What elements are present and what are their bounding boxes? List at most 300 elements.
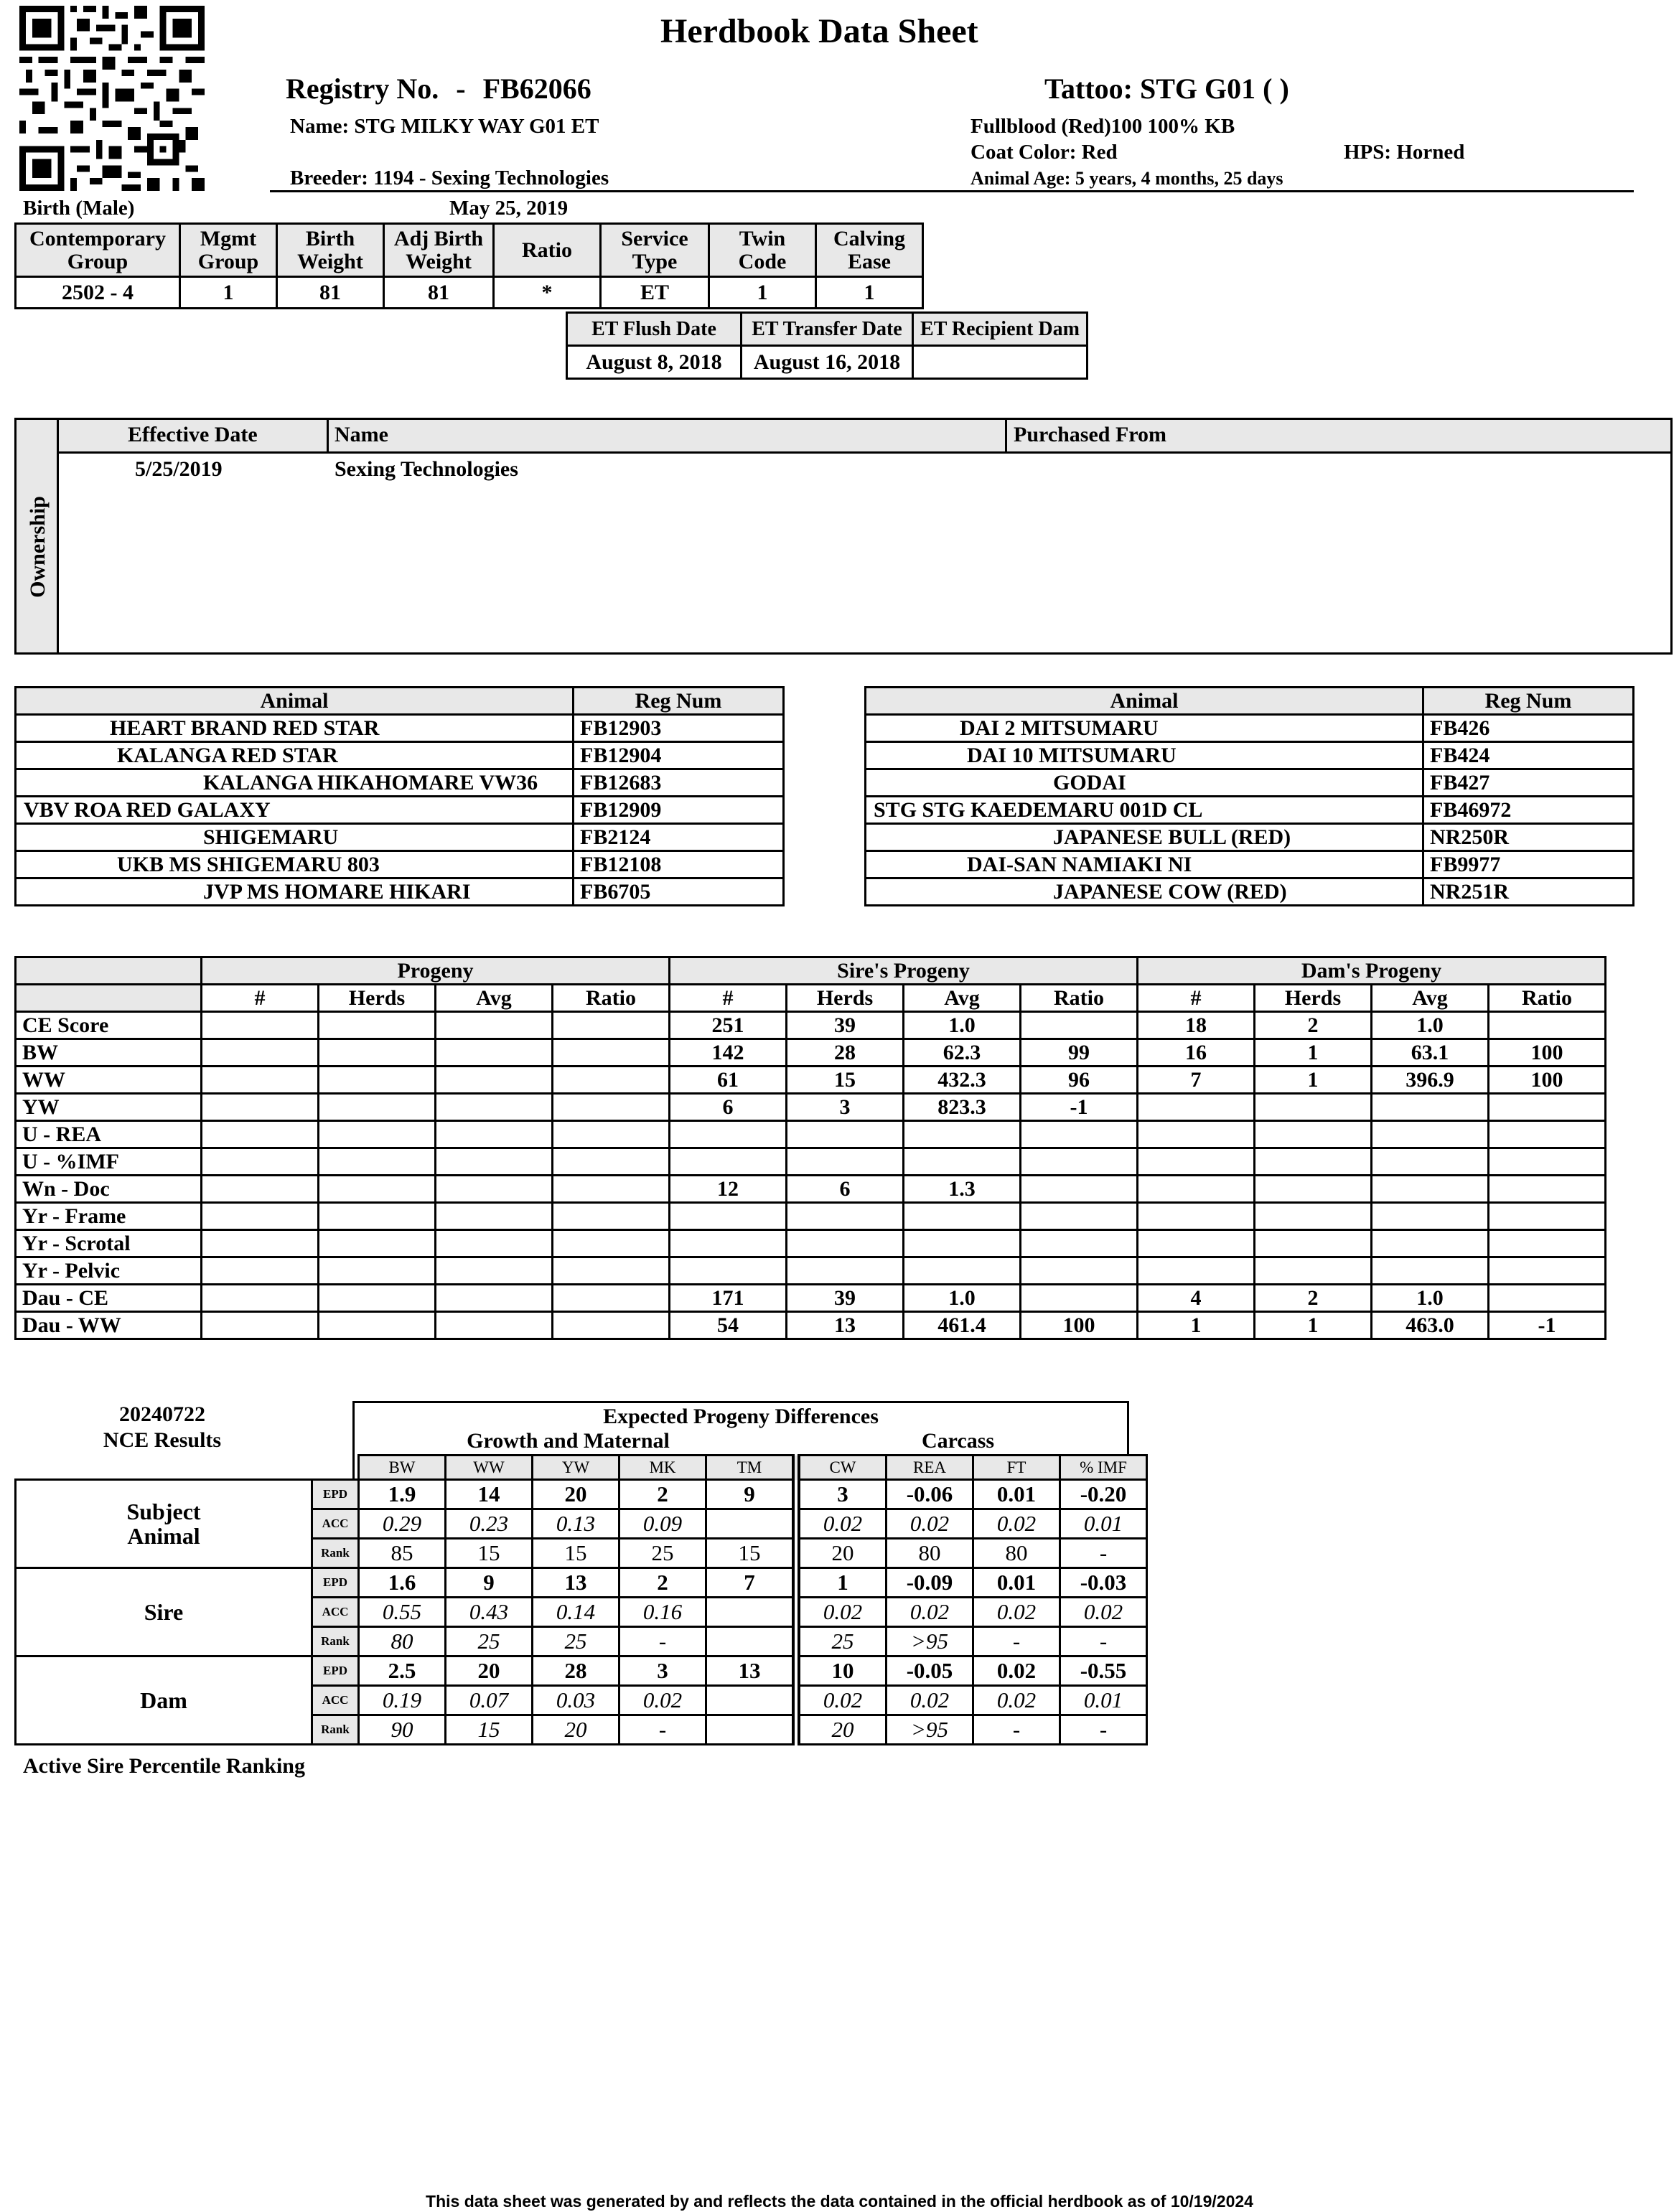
ownership-row-name: Sexing Technologies [335,457,518,481]
birth-header-line1: Twin [739,226,786,250]
pedigree-regnum: FB424 [1423,742,1634,769]
epd-value: -0.06 [887,1480,973,1509]
progeny-value [202,1094,319,1121]
progeny-value [319,1094,436,1121]
epd-value: - [1060,1715,1147,1745]
progeny-row [16,1039,1606,1067]
et-table [566,311,1088,380]
epd-value [706,1686,797,1715]
progeny-value: 12 [670,1176,787,1203]
epd-value: 0.02 [619,1686,706,1715]
birth-value: 1 [180,277,277,309]
ownership-row-date: 5/25/2019 [135,457,223,481]
progeny-value [553,1312,670,1339]
progeny-value: 7 [1138,1067,1255,1094]
pedigree-row [16,742,784,769]
progeny-value [319,1285,436,1312]
pedigree-regnum: FB12108 [574,851,784,878]
progeny-value [787,1230,904,1257]
birth-value: 1 [816,277,923,309]
pedigree-row [16,797,784,824]
birth-value: 81 [277,277,384,309]
pedigree-animal: UKB MS SHIGEMARU 803 [16,851,574,878]
epd-value: 0.01 [1060,1509,1147,1539]
birth-value: * [494,277,601,309]
progeny-value [553,1067,670,1094]
epd-value: 0.09 [619,1509,706,1539]
progeny-subheader: # [202,985,319,1012]
header-rule [270,190,1634,192]
breeder-value: 1194 - Sexing Technologies [373,167,609,189]
pedigree-header: Reg Num [1423,688,1634,715]
progeny-value: -1 [1021,1094,1138,1121]
epd-row-type: EPD [312,1480,359,1509]
birth-value: 1 [709,277,816,309]
progeny-subheader: Avg [1372,985,1489,1012]
progeny-value [202,1148,319,1176]
progeny-value [1255,1148,1372,1176]
et-header: ET Flush Date [567,313,742,346]
progeny-value [1372,1094,1489,1121]
progeny-value: 96 [1021,1067,1138,1094]
epd-value: 15 [533,1539,619,1568]
epd-group-label-line1: Subject [126,1499,201,1524]
epd-group-label-line1: Sire [144,1599,184,1625]
progeny-value [1489,1148,1606,1176]
progeny-value [904,1257,1021,1285]
progeny-value: 142 [670,1039,787,1067]
epd-value: 15 [446,1715,533,1745]
birth-header [816,224,923,277]
progeny-value [202,1012,319,1039]
pedigree-animal: JAPANESE COW (RED) [866,878,1423,906]
epd-value: 2.5 [359,1656,446,1686]
progeny-value [1255,1176,1372,1203]
epd-value: 2 [619,1480,706,1509]
breeder-label: Breeder: [290,167,368,189]
pedigree-animal: DAI 10 MITSUMARU [866,742,1423,769]
progeny-value [1021,1257,1138,1285]
age-label: Animal Age: [971,168,1071,189]
epd-value: 25 [533,1627,619,1656]
birth-date: May 25, 2019 [449,197,569,220]
progeny-row-label: Wn - Doc [16,1176,202,1203]
progeny-value [1021,1148,1138,1176]
coat-value: Red [1081,141,1118,164]
progeny-subheader: Ratio [1021,985,1138,1012]
pedigree-row [16,878,784,906]
epd-value: 0.14 [533,1598,619,1627]
pedigree-row [16,715,784,742]
epd-value: 80 [973,1539,1060,1568]
pedigree-animal: VBV ROA RED GALAXY [16,797,574,824]
epd-value: 3 [619,1656,706,1686]
progeny-subheader: Herds [319,985,436,1012]
progeny-value: 1 [1255,1067,1372,1094]
progeny-row-label: Dau - CE [16,1285,202,1312]
epd-col-header: TM [706,1456,797,1480]
epd-value: 0.02 [973,1598,1060,1627]
epd-value [706,1509,797,1539]
epd-nce: NCE Results [103,1428,222,1452]
progeny-row [16,1121,1606,1148]
progeny-value [1372,1203,1489,1230]
birth-table [14,222,924,309]
progeny-value [904,1203,1021,1230]
progeny-value [1372,1148,1489,1176]
epd-value: 9 [706,1480,797,1509]
pedigree-left-table [14,686,785,906]
epd-value: 15 [446,1539,533,1568]
progeny-value [670,1230,787,1257]
epd-value: 7 [706,1568,797,1598]
epd-row-type: EPD [312,1568,359,1598]
birth-header-line2: Group [67,249,128,273]
epd-value [706,1598,797,1627]
progeny-value: 100 [1489,1039,1606,1067]
progeny-value [1489,1094,1606,1121]
epd-group-label-line2: Animal [127,1523,200,1549]
progeny-value [1138,1094,1255,1121]
et-header: ET Recipient Dam [913,313,1088,346]
pedigree-regnum: FB12903 [574,715,784,742]
progeny-value [1489,1285,1606,1312]
et-value: August 8, 2018 [567,346,742,379]
progeny-value [1138,1148,1255,1176]
epd-value: - [619,1627,706,1656]
progeny-value [670,1257,787,1285]
progeny-value: -1 [1489,1312,1606,1339]
progeny-value [1372,1121,1489,1148]
pedigree-animal: HEART BRAND RED STAR [16,715,574,742]
progeny-value: 396.9 [1372,1067,1489,1094]
progeny-value [319,1176,436,1203]
epd-row-type: ACC [312,1509,359,1539]
progeny-row [16,1230,1606,1257]
birth-value: 2502 - 4 [16,277,180,309]
epd-value: >95 [887,1627,973,1656]
progeny-value: 171 [670,1285,787,1312]
progeny-value [319,1121,436,1148]
progeny-value: 1 [1138,1312,1255,1339]
progeny-value: 100 [1489,1067,1606,1094]
pedigree-row [16,824,784,851]
hps-label: HPS: [1344,141,1392,164]
epd-value: 9 [446,1568,533,1598]
progeny-row [16,1203,1606,1230]
progeny-value [1138,1203,1255,1230]
birth-header-line2: Weight [406,249,472,273]
progeny-value: 463.0 [1372,1312,1489,1339]
epd-footnote: Active Sire Percentile Ranking [23,1754,305,1778]
pedigree-regnum: FB6705 [574,878,784,906]
epd-value [706,1715,797,1745]
epd-value: 0.03 [533,1686,619,1715]
epd-group-label [16,1480,312,1568]
pedigree-row [866,851,1634,878]
progeny-subheader: # [1138,985,1255,1012]
progeny-value: 3 [787,1094,904,1121]
progeny-value [1489,1203,1606,1230]
progeny-value [436,1094,553,1121]
progeny-value [1021,1285,1138,1312]
epd-value: - [619,1715,706,1745]
progeny-value [553,1230,670,1257]
progeny-subheader: Herds [787,985,904,1012]
birth-header [494,224,601,277]
pedigree-header: Animal [16,688,574,715]
progeny-value [787,1203,904,1230]
epd-value: 80 [887,1539,973,1568]
epd-value: 0.19 [359,1686,446,1715]
tattoo-line [1044,72,1289,106]
epd-value: 20 [796,1715,887,1745]
progeny-value [436,1121,553,1148]
epd-value: 0.07 [446,1686,533,1715]
progeny-value [1138,1257,1255,1285]
progeny-row [16,1312,1606,1339]
epd-value: 0.01 [973,1568,1060,1598]
progeny-value [1138,1176,1255,1203]
progeny-row [16,1012,1606,1039]
progeny-value [202,1121,319,1148]
progeny-value [904,1121,1021,1148]
epd-value: 0.13 [533,1509,619,1539]
epd-row-type: EPD [312,1656,359,1686]
progeny-row [16,1067,1606,1094]
epd-col-header: WW [446,1456,533,1480]
birth-header-line1: Ratio [522,238,572,262]
epd-col-header: YW [533,1456,619,1480]
epd-value: 25 [619,1539,706,1568]
epd-value: 0.02 [796,1509,887,1539]
progeny-value: 1 [1255,1039,1372,1067]
pedigree-row [866,797,1634,824]
progeny-row-label: U - %IMF [16,1148,202,1176]
progeny-value: 432.3 [904,1067,1021,1094]
progeny-value [553,1012,670,1039]
progeny-value [553,1257,670,1285]
progeny-value [904,1230,1021,1257]
progeny-value: 18 [1138,1012,1255,1039]
epd-row [16,1656,1147,1686]
epd-value: 1.9 [359,1480,446,1509]
progeny-row-label: Dau - WW [16,1312,202,1339]
ownership-box [14,418,1673,655]
birth-header-line2: Weight [297,249,363,273]
pedigree-row [866,878,1634,906]
progeny-row [16,1176,1606,1203]
pedigree-regnum: FB427 [1423,769,1634,797]
progeny-value [436,1230,553,1257]
epd-value: -0.05 [887,1656,973,1686]
pedigree-row [866,742,1634,769]
epd-value: 3 [796,1480,887,1509]
progeny-value: 1.0 [904,1285,1021,1312]
progeny-value [319,1148,436,1176]
pedigree-regnum: FB2124 [574,824,784,851]
birth-value: ET [601,277,709,309]
epd-blank [16,1456,359,1480]
epd-row-type: Rank [312,1539,359,1568]
birth-header-line2: Type [632,249,678,273]
ownership-col-purchased: Purchased From [1014,423,1167,446]
tattoo-value: STG G01 [1139,72,1256,105]
progeny-value [436,1067,553,1094]
progeny-value [436,1176,553,1203]
epd-row-type: ACC [312,1598,359,1627]
birth-header-line1: Service [621,226,688,250]
epd-value: 0.02 [796,1598,887,1627]
epd-value: 14 [446,1480,533,1509]
pedigree-regnum: FB12683 [574,769,784,797]
footer-note: This data sheet was generated by and reflects the data contained in the official herdbook as of 10/19/2024 [426,2192,1253,2211]
epd-value [706,1627,797,1656]
birth-label: Birth (Male) [23,197,135,220]
birth-header [601,224,709,277]
progeny-value: 62.3 [904,1039,1021,1067]
progeny-value [787,1121,904,1148]
progeny-value [553,1094,670,1121]
progeny-value: 1 [1255,1312,1372,1339]
progeny-value [1489,1257,1606,1285]
epd-value: 13 [533,1568,619,1598]
registry-number: FB62066 [482,72,591,105]
coat-line [971,141,1118,164]
pedigree-header: Reg Num [574,688,784,715]
progeny-subheader: Ratio [1489,985,1606,1012]
progeny-value [1021,1203,1138,1230]
progeny-row-label: WW [16,1067,202,1094]
progeny-value: 823.3 [904,1094,1021,1121]
progeny-row-label: Yr - Pelvic [16,1257,202,1285]
name-label: Name: [290,115,350,138]
progeny-value: 39 [787,1285,904,1312]
epd-value: 0.16 [619,1598,706,1627]
progeny-value [202,1203,319,1230]
progeny-value [202,1039,319,1067]
progeny-value: 1.0 [1372,1285,1489,1312]
progeny-row-label: CE Score [16,1012,202,1039]
progeny-value: 99 [1021,1039,1138,1067]
progeny-value [202,1257,319,1285]
epd-col-header: % IMF [1060,1456,1147,1480]
epd-value: 25 [796,1627,887,1656]
progeny-row [16,1257,1606,1285]
progeny-value [436,1012,553,1039]
progeny-subheader: # [670,985,787,1012]
epd-row-type: Rank [312,1627,359,1656]
et-header: ET Transfer Date [742,313,913,346]
birth-header-line1: Mgmt [200,226,257,250]
epd-value: 1 [796,1568,887,1598]
epd-row [16,1480,1147,1509]
progeny-value: 15 [787,1067,904,1094]
progeny-value [904,1148,1021,1176]
epd-value: 0.02 [887,1598,973,1627]
pedigree-animal: DAI 2 MITSUMARU [866,715,1423,742]
progeny-value: 1.0 [1372,1012,1489,1039]
progeny-subheader: Ratio [553,985,670,1012]
epd-value: 1.6 [359,1568,446,1598]
birth-header [277,224,384,277]
progeny-value [1021,1230,1138,1257]
progeny-value: 16 [1138,1039,1255,1067]
progeny-value [1255,1230,1372,1257]
progeny-value [553,1121,670,1148]
progeny-value [319,1230,436,1257]
epd-row-type: Rank [312,1715,359,1745]
progeny-row-label: U - REA [16,1121,202,1148]
epd-value: 0.01 [1060,1686,1147,1715]
birth-header-line1: Contemporary [29,226,166,250]
progeny-value [1021,1121,1138,1148]
progeny-value [1489,1121,1606,1148]
epd-carcass-label: Carcass [921,1429,995,1453]
birth-header-line2: Code [738,249,787,273]
ownership-col-name: Name [335,423,388,446]
progeny-value [1138,1121,1255,1148]
coat-label: Coat Color: [971,141,1077,164]
progeny-subheader: Avg [904,985,1021,1012]
pedigree-animal: JVP MS HOMARE HIKARI [16,878,574,906]
epd-value: -0.20 [1060,1480,1147,1509]
progeny-value [553,1285,670,1312]
epd-value: - [973,1627,1060,1656]
epd-value: 0.23 [446,1509,533,1539]
pedigree-regnum: NR250R [1423,824,1634,851]
epd-value: -0.55 [1060,1656,1147,1686]
epd-value: 0.02 [887,1686,973,1715]
epd-col-header: REA [887,1456,973,1480]
epd-value: 0.02 [973,1656,1060,1686]
epd-value: 28 [533,1656,619,1686]
progeny-value [1021,1176,1138,1203]
progeny-value [670,1203,787,1230]
progeny-value [670,1121,787,1148]
progeny-value: 1.3 [904,1176,1021,1203]
progeny-value: 6 [787,1176,904,1203]
progeny-value: 100 [1021,1312,1138,1339]
birth-header [384,224,494,277]
pedigree-regnum: FB12909 [574,797,784,824]
progeny-row [16,1285,1606,1312]
pedigree-regnum: FB426 [1423,715,1634,742]
epd-value: 0.02 [887,1509,973,1539]
progeny-value [1255,1094,1372,1121]
progeny-value: 2 [1255,1012,1372,1039]
epd-col-header: CW [796,1456,887,1480]
pedigree-header: Animal [866,688,1423,715]
progeny-group-header: Progeny [202,957,670,985]
progeny-subheader: Avg [436,985,553,1012]
epd-value: 80 [359,1627,446,1656]
progeny-value [1489,1176,1606,1203]
progeny-value [553,1039,670,1067]
progeny-row-label: Yr - Frame [16,1203,202,1230]
progeny-value: 13 [787,1312,904,1339]
epd-row-type: ACC [312,1686,359,1715]
progeny-value: 4 [1138,1285,1255,1312]
progeny-value [1489,1012,1606,1039]
progeny-corner [16,957,202,985]
breeder-line [290,167,609,190]
progeny-value [553,1203,670,1230]
ownership-label: Ownership [26,496,50,598]
pedigree-row [16,769,784,797]
hps-value: Horned [1396,141,1465,164]
epd-value: 0.01 [973,1480,1060,1509]
